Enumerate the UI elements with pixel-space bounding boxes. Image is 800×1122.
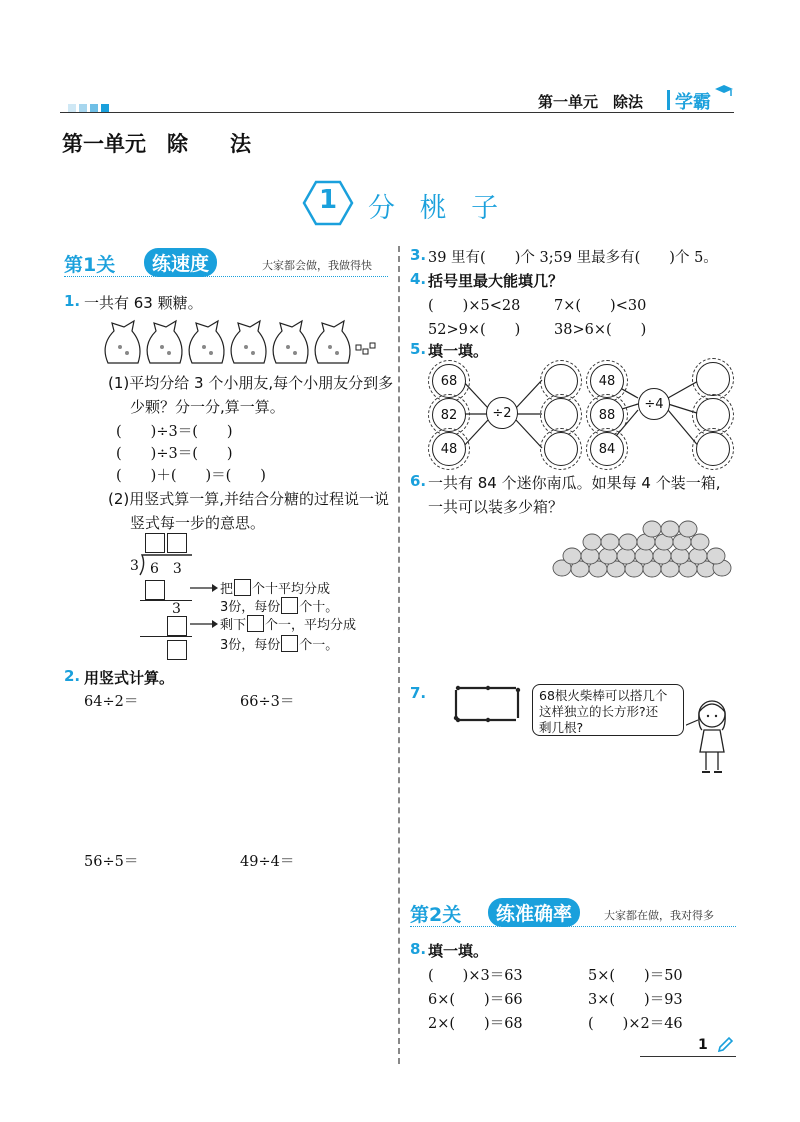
q5-number: 5. <box>410 340 427 358</box>
q5-right-output1[interactable] <box>696 362 730 396</box>
q4-d[interactable]: 38>6×( ) <box>554 322 647 338</box>
division-note2 <box>220 596 338 615</box>
division-note1 <box>220 578 330 597</box>
q1-part1-line1: (1)平均分给 3 个小朋友,每个小朋友分到多 <box>108 374 394 392</box>
q2-expr3: 56÷5＝ <box>84 854 139 870</box>
level2-slogan: 大家都在做，我对得多 <box>604 909 714 922</box>
candy-bags-illustration <box>100 315 380 365</box>
header-decor <box>68 97 109 116</box>
q5-right-output2[interactable] <box>696 398 730 432</box>
page-number: 1 <box>698 1037 708 1053</box>
q5-right-input1: 48 <box>590 364 624 398</box>
q8-r3-left[interactable]: 2×( )＝68 <box>428 1016 523 1032</box>
division-final-box[interactable] <box>167 640 187 660</box>
note4-suffix: 个一。 <box>299 638 339 653</box>
column-divider <box>398 246 400 1064</box>
note4-prefix: 3份，每份 <box>220 638 281 653</box>
level1-underline <box>64 276 388 277</box>
q2-expr2: 66÷3＝ <box>240 694 295 710</box>
q8-r2-left[interactable]: 6×( )＝66 <box>428 992 523 1008</box>
note2-suffix: 个十。 <box>299 600 339 615</box>
q4-c[interactable]: 52>9×( ) <box>428 322 521 338</box>
q4-number: 4. <box>410 270 427 288</box>
q4-b[interactable]: 7×( )<30 <box>554 298 647 314</box>
q1-part2-line1: (2)用竖式算一算,并结合分糖的过程说一说 <box>108 490 390 508</box>
q1-blank-line3[interactable]: ( )＋( )＝( ) <box>116 468 266 484</box>
q7-speech-line2: 这样独立的长方形?还 <box>539 704 659 719</box>
q7-speech-line3: 剩几根? <box>539 720 584 735</box>
q7-speech-line1: 68根火柴棒可以搭几个 <box>539 688 668 703</box>
header-line <box>60 112 734 113</box>
q2-number: 2. <box>64 667 81 685</box>
division-note4 <box>220 634 338 653</box>
pumpkins-illustration <box>552 514 732 580</box>
q5-right-output3[interactable] <box>696 432 730 466</box>
division-line2 <box>140 636 192 637</box>
header-brand: 学霸 <box>675 92 711 113</box>
q8-r1-left[interactable]: ( )×3＝63 <box>428 968 523 984</box>
footer-line <box>640 1056 736 1057</box>
division-divisor: 3 <box>130 558 139 574</box>
graduation-cap-icon <box>714 84 734 98</box>
level2-label: 第2关 <box>410 904 462 926</box>
note3-prefix: 剩下 <box>220 618 247 633</box>
q5-text: 填一填。 <box>428 342 489 360</box>
q4-text: 括号里最大能填几？ <box>428 272 564 290</box>
note3-suffix: 个一，平均分成 <box>265 618 357 633</box>
level2-underline <box>410 926 736 927</box>
header-brand-bar <box>667 90 670 110</box>
note2-box[interactable] <box>281 597 298 614</box>
pencil-icon <box>716 1036 734 1054</box>
arrow-icon <box>190 583 218 593</box>
q1-blank-line1[interactable]: ( )÷3＝( ) <box>116 424 233 440</box>
division-step1-box[interactable] <box>145 580 165 600</box>
q5-left-input1: 68 <box>432 364 466 398</box>
q3-number: 3. <box>410 246 427 264</box>
q5-left-output2[interactable] <box>544 398 578 432</box>
q2-text: 用竖式计算。 <box>84 669 175 687</box>
note2-prefix: 3份，每份 <box>220 600 281 615</box>
q1-text: 一共有 63 颗糖。 <box>84 294 203 312</box>
q1-blank-line2[interactable]: ( )÷3＝( ) <box>116 446 233 462</box>
q2-expr4: 49÷4＝ <box>240 854 295 870</box>
q7-number: 7. <box>410 684 427 702</box>
q5-left-output1[interactable] <box>544 364 578 398</box>
division-step2-box[interactable] <box>167 616 187 636</box>
q6-text-line1: 一共有 84 个迷你南瓜。如果每 4 个装一箱, <box>428 474 721 492</box>
q8-text: 填一填。 <box>428 942 489 960</box>
q8-number: 8. <box>410 940 427 958</box>
q5-left-output3[interactable] <box>544 432 578 466</box>
note1-prefix: 把 <box>220 582 234 597</box>
division-note3 <box>220 614 356 633</box>
level1-label: 第1关 <box>64 254 116 276</box>
level2-badge: 练准确率 <box>488 898 580 927</box>
matchstick-rectangle-illustration <box>452 684 522 724</box>
header-unit-label: 第一单元 除法 <box>538 93 644 111</box>
q5-right-input3: 84 <box>590 432 624 466</box>
quotient-box-tens[interactable] <box>145 533 165 553</box>
note3-box[interactable] <box>247 615 264 632</box>
level1-badge: 练速度 <box>144 248 217 277</box>
q1-part1-line2: 少颗？分一分,算一算。 <box>130 398 285 416</box>
lesson-number: 1 <box>318 185 338 215</box>
q5-left-input3: 48 <box>432 432 466 466</box>
q1-number: 1. <box>64 292 81 310</box>
girl-character-illustration <box>686 696 738 776</box>
q5-right-input2: 88 <box>590 398 624 432</box>
quotient-box-ones[interactable] <box>167 533 187 553</box>
q6-number: 6. <box>410 472 427 490</box>
q8-r1-right[interactable]: 5×( )＝50 <box>588 968 683 984</box>
unit-title: 第一单元 除 法 <box>62 132 251 156</box>
note1-suffix: 个十平均分成 <box>252 582 331 597</box>
q2-expr1: 64÷2＝ <box>84 694 139 710</box>
division-line1 <box>140 600 192 601</box>
level1-slogan: 大家都会做，我做得快 <box>262 259 372 272</box>
q8-r3-right[interactable]: ( )×2＝46 <box>588 1016 683 1032</box>
q5-right-operator: ÷4 <box>638 388 670 420</box>
q8-r2-right[interactable]: 3×( )＝93 <box>588 992 683 1008</box>
note4-box[interactable] <box>281 635 298 652</box>
note1-box[interactable] <box>234 579 251 596</box>
lesson-title: 分 桃 子 <box>368 193 507 224</box>
q7-speech-bubble <box>532 684 684 736</box>
q3-text[interactable]: 39 里有( )个 3;59 里最多有( )个 5。 <box>428 250 718 266</box>
q5-left-input2: 82 <box>432 398 466 432</box>
q6-text-line2: 一共可以装多少箱？ <box>428 498 564 516</box>
q5-left-operator: ÷2 <box>486 397 518 429</box>
q4-a[interactable]: ( )×5<28 <box>428 298 521 314</box>
q1-part2-line2: 竖式每一步的意思。 <box>130 514 266 532</box>
arrow-icon <box>190 619 218 629</box>
division-remainder: 3 <box>172 601 181 617</box>
division-dividend: 6 3 <box>150 561 182 577</box>
